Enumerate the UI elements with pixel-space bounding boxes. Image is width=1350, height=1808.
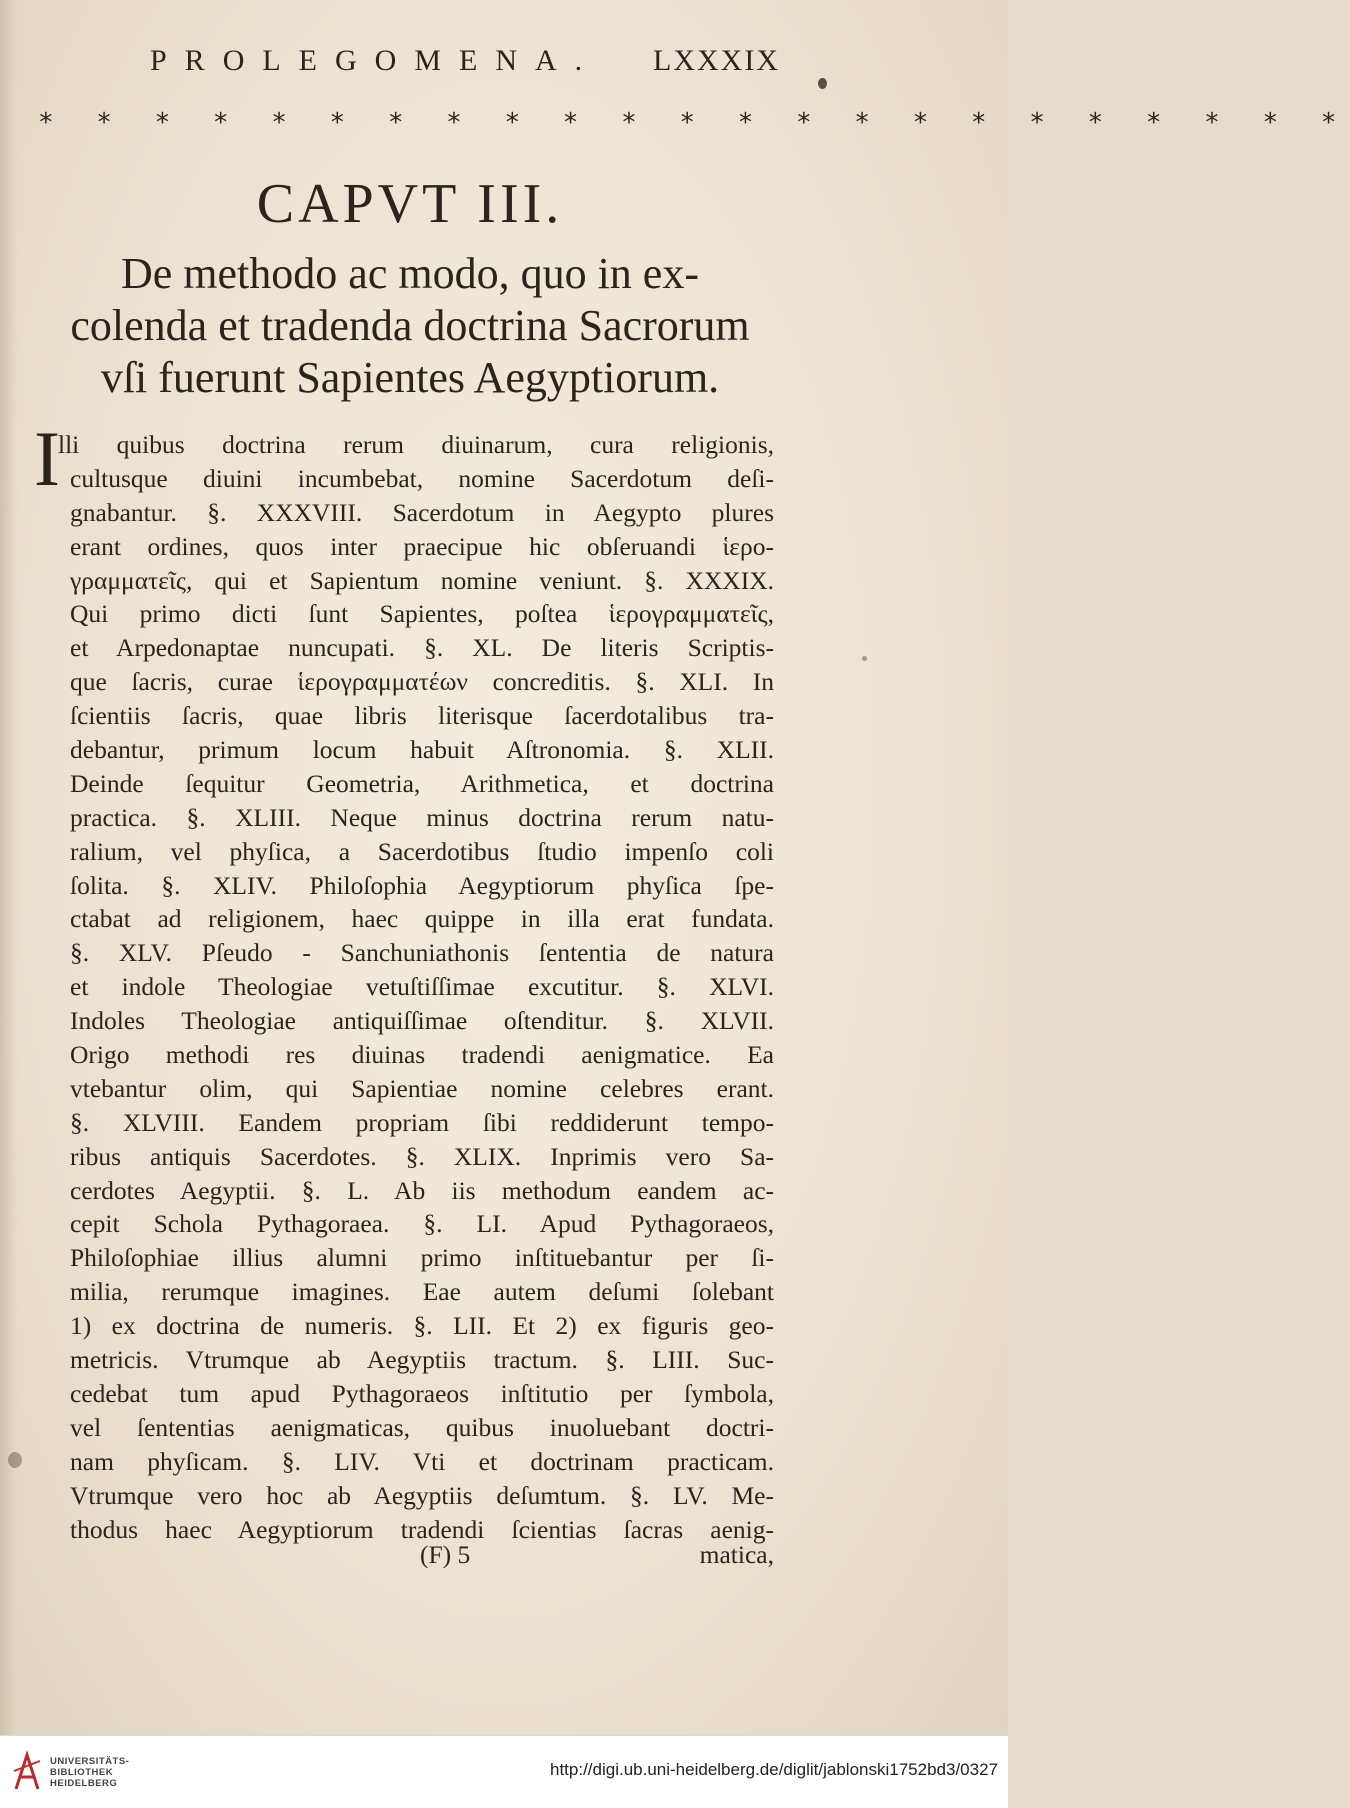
library-name <box>50 1756 129 1789</box>
text-line: Origo methodi res diuinas tradendi aenigmatice. Ea <box>70 1040 774 1070</box>
text-line: lli quibus doctrina rerum diuinarum, cura religionis, <box>58 430 774 459</box>
text-line: ribus antiquis Sacerdotes. §. XLIX. Inprimis vero Sa- <box>70 1141 774 1171</box>
chapter-heading: CAPVT III. <box>256 173 564 235</box>
library-logo-icon <box>12 1751 42 1793</box>
text-line: debantur, primum locum habuit Aſtronomia. §. XLII. <box>70 735 774 765</box>
text-line: Deinde ſequitur Geometria, Arithmetica, et doctrina <box>70 768 774 798</box>
text-line: vel ſententias aenigmaticas, quibus inuoluebant doctri- <box>70 1412 774 1442</box>
text-line: nam phyſicam. §. LIV. Vti et doctrinam practicam. <box>70 1446 774 1476</box>
chapter-subtitle-line: De methodo ac modo, quo in ex- <box>121 249 699 298</box>
chapter-subtitle <box>30 248 790 404</box>
running-head <box>150 44 780 78</box>
chapter-subtitle-line: colenda et tradenda doctrina Sacrorum <box>70 301 750 350</box>
text-line: erant ordines, quos inter praecipue hic obſeruandi ἱερο- <box>70 531 774 561</box>
ornament-row: * * * * * * * * * * * * * * * * * * * * * * * <box>38 108 1350 138</box>
text-line: ralium, vel phyſica, a Sacerdotibus ſtudio impenſo coli <box>70 836 774 866</box>
text-line: et Arpedonaptae nuncupati. §. XL. De literis Scriptis- <box>70 633 774 663</box>
text-line: et indole Theologiae vetuſtiſſimae excutitur. §. XLVI. <box>70 972 774 1002</box>
permalink-url[interactable]: http://digi.ub.uni-heidelberg.de/diglit/jablonski1752bd3/0327 <box>549 1760 998 1779</box>
catchword: matica, <box>699 1540 774 1569</box>
text-line: §. XLVIII. Eandem propriam ſibi reddiderunt tempo- <box>70 1107 774 1137</box>
text-line: Indoles Theologiae antiquiſſimae oſtenditur. §. XLVII. <box>70 1006 774 1036</box>
page-number: LXXXIX <box>653 44 780 77</box>
text-line: milia, rerumque imagines. Eae autem deſumi ſolebant <box>70 1277 774 1307</box>
text-line: gnabantur. §. XXXVIII. Sacerdotum in Aegypto plures <box>70 497 774 527</box>
text-line: Vtrumque vero hoc ab Aegyptiis deſumtum. §. LV. Me- <box>70 1480 774 1510</box>
text-line: ſolita. §. XLIV. Philoſophia Aegyptiorum phyſica ſpe- <box>70 870 774 900</box>
library-name-line: HEIDELBERG <box>50 1777 118 1789</box>
signature-mark: (F) 5 <box>420 1540 471 1569</box>
text-line: 1) ex doctrina de numeris. §. LII. Et 2) ex figuris geo- <box>70 1311 774 1341</box>
text-line: que ſacris, curae ἱερογραμματέων concreditis. §. XLI. In <box>70 667 774 697</box>
text-line: cepit Schola Pythagoraea. §. LI. Apud Pythagoraeos, <box>70 1209 774 1239</box>
ink-spot <box>8 1452 22 1468</box>
library-name-line: UNIVERSITÄTS- <box>50 1755 130 1767</box>
library-logo[interactable] <box>12 1751 129 1793</box>
drop-cap: I <box>34 415 60 502</box>
text-line: ſcientiis ſacris, quae libris literisque ſacerdotalibus tra- <box>70 701 774 731</box>
text-line: practica. §. XLIII. Neque minus doctrina rerum natu- <box>70 802 774 832</box>
text-line: ctabat ad religionem, haec quippe in illa erat fundata. <box>70 904 774 934</box>
library-name-line: BIBLIOTHEK <box>50 1766 114 1778</box>
ink-spot <box>818 78 827 89</box>
text-line: cerdotes Aegyptii. §. L. Ab iis methodum eandem ac- <box>70 1175 774 1205</box>
text-line: Philoſophiae illius alumni primo inſtituebantur per ſi- <box>70 1243 774 1273</box>
text-line: thodus haec Aegyptiorum tradendi ſcientias ſacras aenig- <box>70 1514 774 1544</box>
running-head-title: PROLEGOMENA. <box>150 44 601 77</box>
text-line: cedebat tum apud Pythagoraeos inſtitutio per ſymbola, <box>70 1378 774 1408</box>
ink-spot <box>862 656 867 661</box>
text-line: metricis. Vtrumque ab Aegyptiis tractum. §. LIII. Suc- <box>70 1345 774 1375</box>
body-text <box>58 428 774 1546</box>
text-line: γραμματεῖς, qui et Sapientum nomine veniunt. §. XXXIX. <box>70 565 774 595</box>
text-line: vtebantur olim, qui Sapientiae nomine celebres erant. <box>70 1073 774 1103</box>
viewer-footer <box>0 1735 1008 1808</box>
chapter-subtitle-line: vſi fuerunt Sapientes Aegyptiorum. <box>100 353 720 402</box>
text-line: Qui primo dicti ſunt Sapientes, poſtea ἱερογραμματεῖς, <box>70 599 774 629</box>
text-line: cultusque diuini incumbebat, nomine Sacerdotum deſi- <box>70 463 774 493</box>
text-line: §. XLV. Pſeudo - Sanchuniathonis ſententia de natura <box>70 938 774 968</box>
